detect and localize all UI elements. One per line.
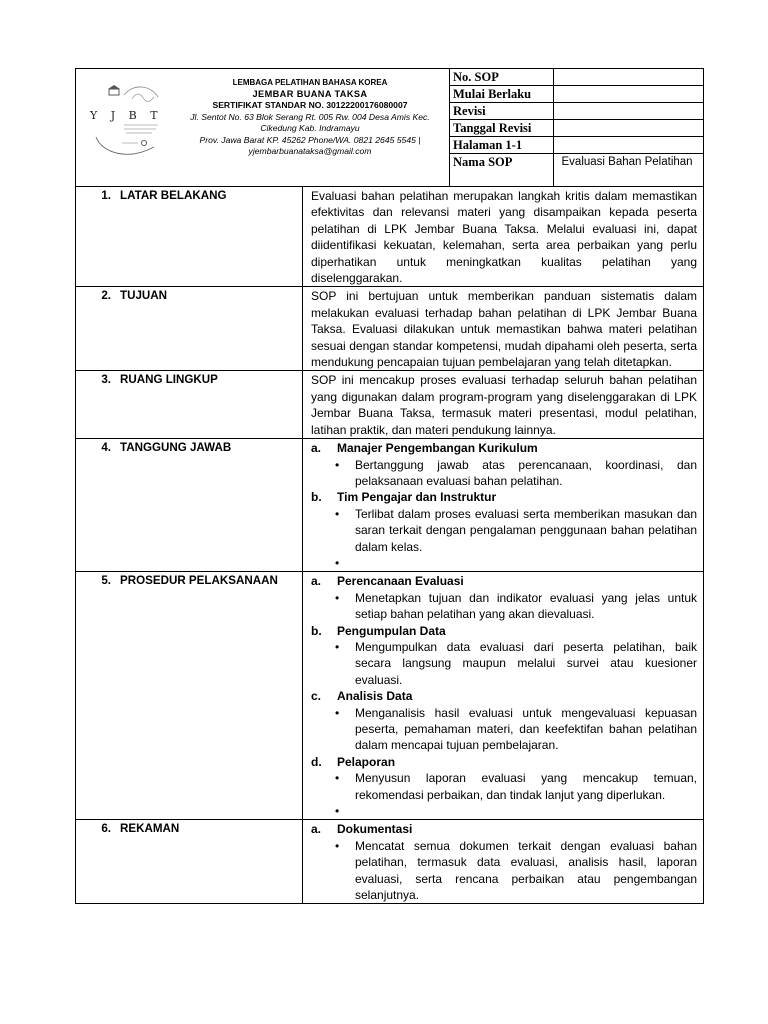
section-title: RUANG LINGKUP xyxy=(120,373,218,387)
subsection-heading: a. Dokumentasi xyxy=(311,822,413,837)
section-row xyxy=(76,287,704,371)
section-title: REKAMAN xyxy=(120,822,180,836)
certificate-number: SERTIFIKAT STANDAR NO. 30122200176080007 xyxy=(212,100,408,110)
bullet-item: • Menetapkan tujuan dan indikator evaluasi yang jelas untuk setiap bahan pelatihan yang akan dievaluasi. xyxy=(355,590,697,623)
section-label xyxy=(76,820,303,904)
institution-line1: LEMBAGA PELATIHAN BAHASA KOREA xyxy=(232,78,388,87)
subsection-heading: d. Pelaporan xyxy=(311,754,396,769)
bullet-item-empty xyxy=(355,803,697,819)
section-label xyxy=(76,439,303,572)
section-title: PROSEDUR PELAKSANAAN xyxy=(120,574,278,588)
section-label xyxy=(76,187,303,287)
sop-document xyxy=(75,68,704,904)
no-sop-label: No. SOP xyxy=(450,69,553,86)
bullet-list xyxy=(311,590,697,623)
subsection-heading: b. Pengumpulan Data xyxy=(311,623,446,638)
subsection-heading: b. Tim Pengajar dan Instruktur xyxy=(311,490,497,505)
revisi-value xyxy=(553,103,703,120)
section-number: 6. xyxy=(101,822,111,836)
section-number: 3. xyxy=(101,373,111,387)
bullet-item-empty xyxy=(355,555,697,571)
section-content: SOP ini mencakup proses evaluasi terhadap seluruh bahan pelatihan yang digunakan dalam program-program yang diselenggarakan di LPK Jembar Buana Taksa, termasuk materi presentasi, modul pelatihan, latihan praktik, dan materi pendukung lainnya. xyxy=(303,371,704,439)
revisi-label: Revisi xyxy=(450,103,553,120)
bullet-list xyxy=(311,639,697,688)
bullet-list xyxy=(311,506,697,572)
sop-meta-table xyxy=(450,69,703,186)
section-label xyxy=(76,371,303,439)
address-line3: Prov. Jawa Barat KP. 45262 Phone/WA. 0821 2645 5545 | xyxy=(199,134,421,145)
subsection-heading: a. Manajer Pengembangan Kurikulum xyxy=(311,441,538,456)
section-row xyxy=(76,439,704,572)
bullet-item: • Menganalisis hasil evaluasi untuk mengevaluasi kepuasan peserta, pemahaman materi, dan keefektifan bahan pelatihan dalam mencapai tujuan pembelajaran. xyxy=(355,705,697,754)
section-title: TUJUAN xyxy=(120,289,168,303)
subsection-heading: a. Perencanaan Evaluasi xyxy=(311,574,464,589)
section-content: Evaluasi bahan pelatihan merupakan langkah kritis dalam memastikan efektivitas dan relevansi materi yang disampaikan kepada peserta pelatihan di LPK Jembar Buana Taksa. Melalui evaluasi ini, dapat diidentifikasi kekuatan, kelemahan, serta area perbaikan yang perlu diperhatikan untuk meningkatkan kualitas pelatihan yang diselenggarakan. xyxy=(303,187,704,287)
ybjt-logo xyxy=(88,79,166,161)
mulai-berlaku-value xyxy=(553,86,703,103)
tanggal-revisi-label: Tanggal Revisi xyxy=(450,120,553,137)
header-meta xyxy=(450,69,704,187)
tanggal-revisi-value xyxy=(553,120,703,137)
nama-sop-label: Nama SOP xyxy=(450,154,553,187)
section-content xyxy=(303,820,704,904)
address-line2: Cikedung Kab. Indramayu xyxy=(260,123,360,133)
section-number: 5. xyxy=(101,574,111,588)
section-number: 2. xyxy=(101,289,111,303)
section-number: 4. xyxy=(101,441,111,455)
section-title: LATAR BELAKANG xyxy=(120,189,227,202)
mulai-berlaku-label: Mulai Berlaku xyxy=(450,86,553,103)
section-content xyxy=(303,572,704,820)
section-number: 1. xyxy=(101,189,111,202)
bullet-item: • Mencatat semua dokumen terkait dengan evaluasi bahan pelatihan, termasuk data evaluasi, analisis hasil, laporan evaluasi, serta rencana perbaikan atau pengembangan selanjutnya. xyxy=(355,838,697,904)
bullet-list xyxy=(311,705,697,754)
halaman-label: Halaman 1-1 xyxy=(450,137,553,154)
email-address: yjembarbuanataksa@gmail.com xyxy=(248,146,372,156)
header-table xyxy=(75,68,704,187)
section-title: TANGGUNG JAWAB xyxy=(120,441,232,455)
institution-name: JEMBAR BUANA TAKSA xyxy=(252,88,368,99)
section-row xyxy=(76,187,704,287)
halaman-value xyxy=(553,137,703,154)
section-row xyxy=(76,820,704,904)
section-row xyxy=(76,371,704,439)
section-content xyxy=(303,439,704,572)
nama-sop-value: Evaluasi Bahan Pelatihan xyxy=(553,154,703,187)
section-label xyxy=(76,287,303,371)
header-identity xyxy=(76,69,450,187)
sop-body-table xyxy=(75,186,704,904)
bullet-item: • Terlibat dalam proses evaluasi serta memberikan masukan dan saran terkait dengan pengalaman penggunaan bahan pelatihan dalam kelas. xyxy=(355,506,697,555)
subsection-heading: c. Analisis Data xyxy=(311,689,413,704)
no-sop-value xyxy=(553,69,703,86)
bullet-list xyxy=(311,457,697,490)
address-line1: Jl. Sentot No. 63 Blok Serang Rt. 005 Rw. 004 Desa Amis Kec. xyxy=(190,111,430,122)
bullet-item: • Bertanggung jawab atas perencanaan, koordinasi, dan pelaksanaan evaluasi bahan pelatihan. xyxy=(355,457,697,490)
section-label xyxy=(76,572,303,820)
section-content: SOP ini bertujuan untuk memberikan panduan sistematis dalam melakukan evaluasi terhadap bahan pelatihan di LPK Jembar Buana Taksa. Evaluasi dilakukan untuk memastikan bahwa materi pelatihan sesuai dengan standar kompetensi, mudah dipahami oleh peserta, serta mendukung pencapaian tujuan pembelajaran yang telah ditetapkan. xyxy=(303,287,704,371)
logo-letters: Y J B T xyxy=(90,109,163,122)
bullet-list xyxy=(311,838,697,904)
bullet-item: • Menyusun laporan evaluasi yang mencakup temuan, rekomendasi perbaikan, dan tindak lanjut yang diperlukan. xyxy=(355,770,697,803)
bullet-item: • Mengumpulkan data evaluasi dari peserta pelatihan, baik secara langsung maupun melalui survei atau kuesioner evaluasi. xyxy=(355,639,697,688)
institution-info xyxy=(172,77,448,158)
bullet-list xyxy=(311,770,697,819)
section-row xyxy=(76,572,704,820)
